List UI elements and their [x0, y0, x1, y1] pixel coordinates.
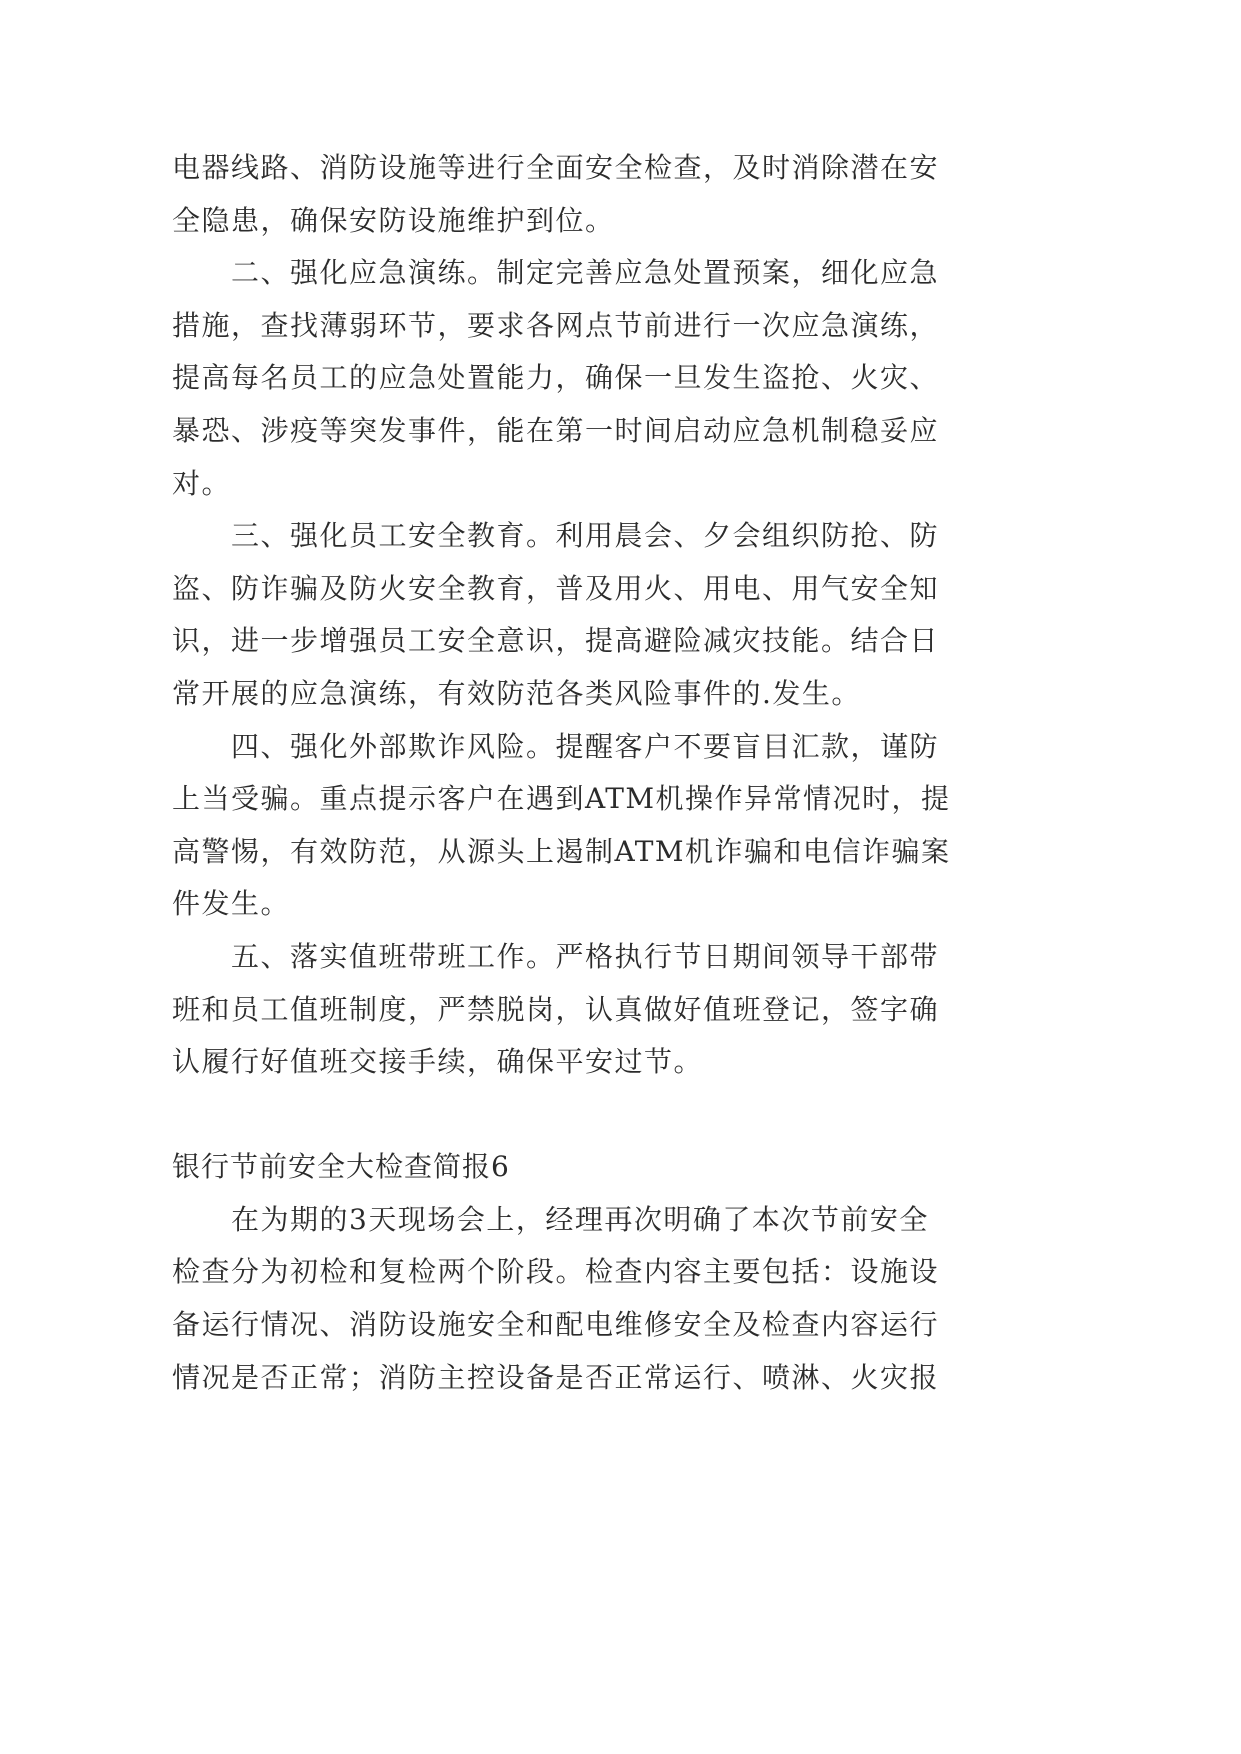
text-line: 五、落实值班带班工作。严格执行节日期间领导干部带 — [231, 939, 940, 973]
text-line: 情况是否正常；消防主控设备是否正常运行、喷淋、火灾报 — [172, 1360, 940, 1394]
text-line: 三、强化员工安全教育。利用晨会、夕会组织防抢、防 — [231, 519, 940, 553]
text-line: 识，进一步增强员工安全意识，提高避险减灾技能。结合日 — [172, 624, 940, 658]
text-line: 高警惕，有效防范，从源头上遏制ATM机诈骗和电信诈骗案 — [172, 834, 951, 868]
text-line: 提高每名员工的应急处置能力，确保一旦发生盗抢、火灾、 — [172, 361, 940, 395]
text-line: 四、强化外部欺诈风险。提醒客户不要盲目汇款，谨防 — [231, 729, 940, 763]
section — [172, 1141, 972, 1404]
text-line: 二、强化应急演练。制定完善应急处置预案，细化应急 — [231, 256, 940, 290]
text-line: 认履行好值班交接手续，确保平安过节。 — [172, 1045, 704, 1079]
paragraph — [172, 931, 972, 1089]
text-line: 全隐患，确保安防设施维护到位。 — [172, 203, 615, 237]
text-line: 在为期的3天现场会上，经理再次明确了本次节前安全 — [231, 1202, 929, 1236]
text-line: 检查分为初检和复检两个阶段。检查内容主要包括：设施设 — [172, 1255, 940, 1289]
text-line: 班和员工值班制度，严禁脱岗，认真做好值班登记，签字确 — [172, 992, 940, 1026]
paragraph — [172, 510, 972, 720]
text-line: 电器线路、消防设施等进行全面安全检查，及时消除潜在安 — [172, 151, 940, 184]
text-line: 措施，查找薄弱环节，要求各网点节前进行一次应急演练， — [172, 308, 940, 342]
text-line: 对。 — [172, 466, 232, 500]
text-line: 盗、防诈骗及防火安全教育，普及用火、用电、用气安全知 — [172, 571, 940, 605]
section-heading: 银行节前安全大检查简报6 — [172, 1150, 510, 1184]
document-body — [172, 142, 972, 1404]
paragraph — [172, 247, 972, 510]
text-line: 上当受骗。重点提示客户在遇到ATM机操作异常情况时，提 — [172, 782, 951, 816]
text-line: 常开展的应急演练，有效防范各类风险事件的.发生。 — [172, 676, 861, 710]
paragraph — [172, 142, 972, 247]
paragraph — [172, 1194, 972, 1404]
text-line: 暴恐、涉疫等突发事件，能在第一时间启动应急机制稳妥应 — [172, 413, 940, 447]
text-line: 件发生。 — [172, 887, 291, 921]
paragraph-spacer — [172, 1089, 972, 1142]
text-line: 备运行情况、消防设施安全和配电维修安全及检查内容运行 — [172, 1308, 940, 1342]
paragraph — [172, 721, 972, 931]
